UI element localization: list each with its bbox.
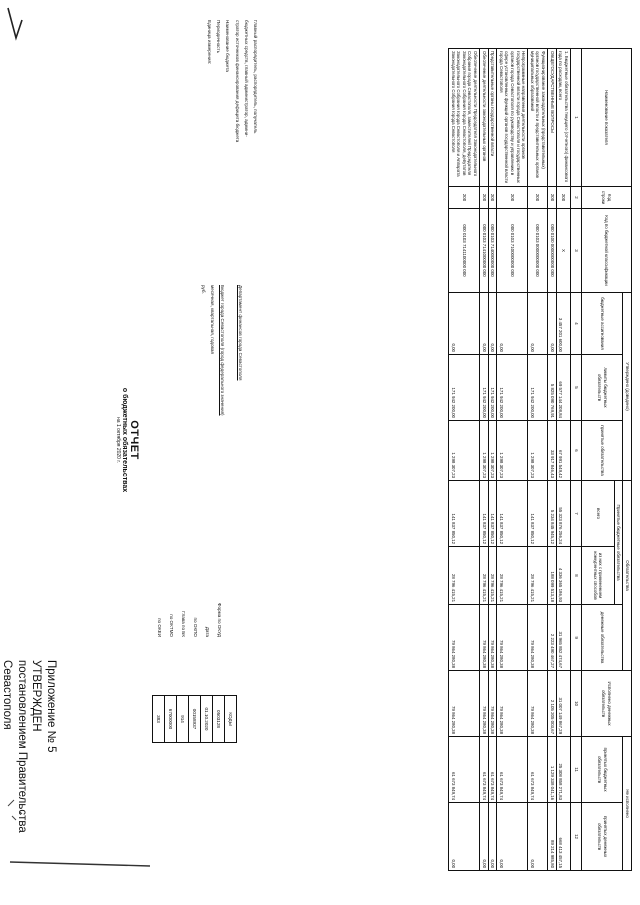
header-obligations: Обязательства — [623, 481, 632, 671]
column-number: 5 — [570, 355, 581, 421]
row-value-c5: 171 942 200,00 — [488, 355, 497, 421]
row-value-c11: 61 673 849,74 — [449, 737, 480, 803]
row-budget-code: X — [556, 209, 570, 293]
codes-labels — [153, 603, 237, 637]
row-value-c11: 61 673 849,74 — [488, 737, 497, 803]
obligations-table — [448, 48, 632, 871]
header-label: Периодичность — [216, 20, 222, 53]
code-value: 383 — [153, 696, 165, 743]
row-value-c8: 28 796 415,21 — [488, 547, 497, 605]
column-number: 8 — [570, 547, 581, 605]
header-label: Наименование бюджета — [225, 20, 231, 72]
row-name: Непрограммные направления деятельности органов государственной власти города Севастополя и государственных органов города Севастополя по руководству и управлению в сфере установленных функций органов государственной власти города Севастополя — [497, 49, 528, 187]
row-line-code: 200 — [488, 187, 497, 209]
header-values — [199, 285, 245, 605]
row-value-c9: 79 864 280,38 — [480, 605, 489, 671]
row-value-c4: 0,00 — [528, 293, 548, 355]
row-budget-code: 000 0103 7100000000 000 — [497, 209, 528, 293]
code-value: 914 — [177, 696, 189, 743]
row-line-code: 200 — [548, 187, 557, 209]
header-approved: Утверждено (доведено) — [623, 293, 632, 481]
table-row — [548, 49, 557, 871]
report-subtitle: о бюджетных обязательствах — [121, 387, 128, 493]
header-competitive: из них с применением конкурентных способов — [581, 547, 614, 605]
table-body — [449, 49, 632, 871]
row-value-c12: 89 214 985,80 — [548, 803, 557, 871]
row-value-c11: 61 673 849,74 — [497, 737, 528, 803]
header-line-code: Код строки — [581, 187, 631, 209]
row-value-c10: 79 864 280,38 — [488, 671, 497, 737]
row-value-c5: 171 942 200,00 — [528, 355, 548, 421]
row-value-c9: 2 223 490 467,27 — [548, 605, 557, 671]
row-value-c4: 0,00 — [488, 293, 497, 355]
table-row — [480, 49, 489, 871]
row-budget-code: 000 0103 7141100000 000 — [449, 209, 480, 293]
header-unexecuted-budget: принятых бюджетных обязательств — [581, 737, 623, 803]
table-header-row — [623, 49, 632, 871]
column-number: 11 — [570, 737, 581, 803]
row-value-c4: 0,00 — [548, 293, 557, 355]
row-value-c8: 28 796 415,21 — [528, 547, 548, 605]
row-value-c6: 1 298 307,23 — [488, 421, 497, 481]
row-value-c11: 61 673 849,74 — [528, 737, 548, 803]
row-value-c5: 5 825 090 769,91 — [548, 355, 557, 421]
appendix-block — [0, 660, 58, 905]
column-number: 7 — [570, 481, 581, 547]
header-value-periodicity: месячная, квартальная, годовая — [210, 285, 216, 354]
row-value-c11: 25 308 858 271,83 — [556, 737, 570, 803]
header-budget-code: Код по бюджетной классификации — [581, 209, 631, 293]
row-value-c10: 2 105 205 003,67 — [548, 671, 557, 737]
row-line-code: 200 — [449, 187, 480, 209]
row-value-c8: 28 796 415,21 — [497, 547, 528, 605]
column-number: 3 — [570, 209, 581, 293]
row-budget-code: 000 0103 7140000000 000 — [488, 209, 497, 293]
row-value-c10: 79 864 280,38 — [497, 671, 528, 737]
code-value: 67000000 — [165, 696, 177, 743]
header-total: всего — [581, 481, 614, 547]
row-value-c7: 141 837 850,12 — [449, 481, 480, 547]
header-unexecuted: Не исполнено — [623, 737, 632, 871]
header-budget-obligations: Принятые бюджетные обязательства — [614, 481, 623, 605]
row-name: Функционирование законодательных (представительных) органов государственной власти и представительных органов муниципальных образований — [528, 49, 548, 187]
appendix-decree: постановлением Правительства Севастополя — [1, 660, 28, 833]
codes-header: КОДЫ — [225, 696, 237, 743]
code-label: Форма по ОКУД — [217, 602, 222, 637]
table-row — [497, 49, 528, 871]
row-value-c12: 0,00 — [497, 803, 528, 871]
row-line-code: 200 — [528, 187, 548, 209]
report-title-block — [115, 290, 140, 590]
header-label: Единица измерения: — [206, 20, 212, 65]
header-label: бюджетных средств, главный администратор, админи- — [243, 20, 249, 137]
header-executed: Исполнено денежных обязательств — [581, 671, 631, 737]
row-budget-code: 000 0100 0000000000 000 — [548, 209, 557, 293]
row-name: Представительные органы государственной власти — [488, 49, 497, 187]
report-title: ОТЧЕТ — [128, 420, 140, 460]
table-row — [556, 49, 570, 871]
header-name: Наименование показателя — [581, 49, 631, 187]
row-value-c6: 1 298 307,23 — [497, 421, 528, 481]
row-value-c5: 69 577 144 208,84 — [556, 355, 570, 421]
column-number: 12 — [570, 803, 581, 871]
row-line-code: 200 — [480, 187, 489, 209]
header-value-budget: Бюджет города Севастополя (город федерального значения) — [219, 285, 225, 416]
row-value-c7: 141 837 850,12 — [480, 481, 489, 547]
code-value: 00158937 — [189, 696, 201, 743]
row-value-c10: 31 007 149 867,29 — [556, 671, 570, 737]
column-number: 4 — [570, 293, 581, 355]
table-row — [449, 49, 480, 871]
header-budget-allocations: бюджетные ассигнования — [581, 293, 623, 355]
row-value-c11: 61 673 849,74 — [480, 737, 489, 803]
row-value-c9: 79 864 280,38 — [449, 605, 480, 671]
row-value-c10: 79 864 280,38 — [449, 671, 480, 737]
header-labels — [205, 20, 260, 290]
code-value: 0503128 — [213, 696, 225, 743]
row-value-c12: 0,00 — [449, 803, 480, 871]
row-value-c9: 79 864 280,38 — [528, 605, 548, 671]
column-numbers-row — [570, 49, 581, 871]
row-value-c8: 28 796 415,21 — [480, 547, 489, 605]
code-label: Дата — [205, 626, 210, 637]
header-accepted: принятые обязательства — [581, 421, 623, 481]
row-name: Обеспечение деятельности Председателя Законодательного Собрания города Севастополя, заместителей Председателя Законодательного Собрания города Севастополя, депутатов Законодательного Собрания города Севастополя и Аппарата Законодательного Собрания города Севастополя — [449, 49, 480, 187]
header-label: стратор источников финансирования дефицита бюджета — [234, 20, 240, 143]
code-label: по ОКПО — [193, 617, 198, 637]
row-name: 1. Бюджетные обязательства текущего (отчетного) финансового года по расходам, всего — [556, 49, 570, 187]
row-value-c5: 171 942 200,00 — [449, 355, 480, 421]
code-label: по ОКТМО — [169, 614, 174, 637]
row-value-c7: 141 837 850,12 — [528, 481, 548, 547]
row-value-c6: 1 298 307,23 — [528, 421, 548, 481]
row-value-c10: 79 864 280,38 — [528, 671, 548, 737]
row-value-c9: 79 864 280,38 — [497, 605, 528, 671]
row-value-c8: 4 336 365 186,93 — [556, 547, 570, 605]
row-value-c6: 1 298 307,23 — [449, 421, 480, 481]
row-value-c9: 79 864 280,38 — [488, 605, 497, 671]
header-value-organization: Департамент финансов города Севастополя — [238, 285, 243, 381]
row-value-c12: 0,00 — [528, 803, 548, 871]
code-value: 01.10.2020 — [201, 696, 213, 743]
row-name: ОБЩЕГОСУДАРСТВЕННЫЕ ВОПРОСЫ — [548, 49, 557, 187]
table-row — [528, 49, 548, 871]
row-value-c6: 33 917 846,43 — [548, 421, 557, 481]
row-value-c6: 1 298 307,23 — [480, 421, 489, 481]
row-value-c12: 0,00 — [488, 803, 497, 871]
row-value-c7: 5 234 845 945,12 — [548, 481, 557, 547]
row-value-c12: 668 413 457,15 — [556, 803, 570, 871]
row-value-c4: 0,00 — [480, 293, 489, 355]
row-value-c11: 1 129 338 041,16 — [548, 737, 557, 803]
row-value-c9: 31 965 852 474,67 — [556, 605, 570, 671]
report-date: на 1 октября 2020 г. — [115, 417, 121, 463]
row-value-c7: 55 323 876 256,24 — [556, 481, 570, 547]
row-name: Обеспечение деятельности законодательных органов — [480, 49, 489, 187]
row-line-code: 200 — [556, 187, 570, 209]
row-value-c12: 0,00 — [480, 803, 489, 871]
row-value-c4: 0,00 — [449, 293, 480, 355]
header-limits: лимиты бюджетных обязательств — [581, 355, 623, 421]
row-line-code: 200 — [497, 187, 528, 209]
code-label: Глава по БК — [181, 611, 186, 637]
column-number: 9 — [570, 605, 581, 671]
header-unexecuted-monetary: принятых денежных обязательств — [581, 803, 623, 871]
row-value-c8: 28 796 415,21 — [449, 547, 480, 605]
header-value-unit: руб. — [201, 285, 207, 294]
column-number: 1 — [570, 49, 581, 187]
code-label: по ОКЕИ — [157, 618, 162, 637]
header-label: Главный распорядитель, распорядитель, получатель — [253, 20, 258, 134]
row-budget-code: 000 0103 0000000000 000 — [528, 209, 548, 293]
main-table-wrap — [448, 48, 632, 871]
row-value-c8: 188 099 513,18 — [548, 547, 557, 605]
row-budget-code: 000 0103 7141000000 000 — [480, 209, 489, 293]
header-monetary: денежные обязательства — [581, 605, 623, 671]
appendix-approved: УТВЕРЖДЕН — [30, 660, 43, 732]
row-value-c7: 141 837 850,12 — [488, 481, 497, 547]
column-number: 10 — [570, 671, 581, 737]
appendix-title: Приложение № 5 — [45, 660, 57, 753]
row-value-c5: 171 942 200,00 — [480, 355, 489, 421]
row-value-c5: 171 942 200,00 — [497, 355, 528, 421]
row-value-c4: 3 457 201 600,00 — [556, 293, 570, 355]
row-value-c6: 67 991 549,42 — [556, 421, 570, 481]
column-number: 6 — [570, 421, 581, 481]
row-value-c10: 79 864 280,38 — [480, 671, 489, 737]
column-number: 2 — [570, 187, 581, 209]
row-value-c7: 141 837 850,12 — [497, 481, 528, 547]
codes-table — [152, 695, 237, 743]
table-row — [488, 49, 497, 871]
row-value-c4: 0,00 — [497, 293, 528, 355]
